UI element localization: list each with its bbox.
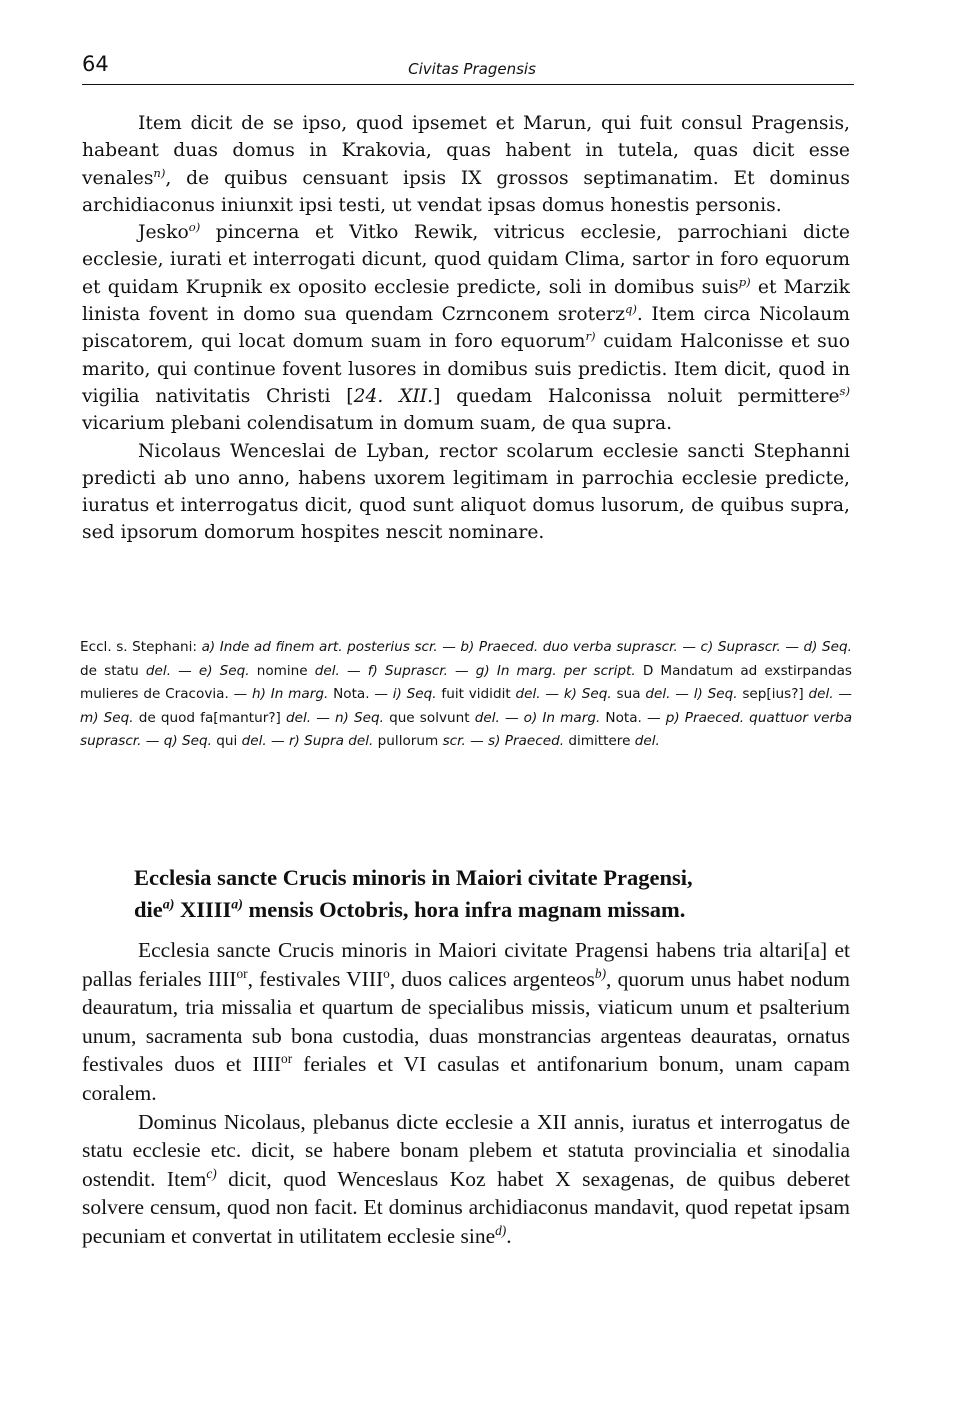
footnote-run: Eccl. s. Stephani: [80, 639, 202, 655]
footnote-run: k) Seq. [563, 686, 612, 703]
footnote-run: — [447, 662, 476, 679]
heading-line-2: die$^{a)}$ XIIII$^{a)}$ mensis Octobris, hora infra magnam missam. [134, 897, 686, 922]
footnote-run: — [670, 686, 694, 703]
footnote-run: i) Seq. [392, 686, 437, 703]
paragraph-item-dicit: Item dicit de se ipso, quod ipsemet et Marun, qui fuit consul Pragensis, habeant duas domus in Krakovia, quas habent in tutela, quas dicit esse venales$^{n)}$, de quibus censuant ipsis IX grossos septimanatim. Et dominus archidiaconus iniunxit ipsi testi, ut vendat ipsas domus honestis personis. [82, 113, 850, 216]
paragraph-dominus-nicolaus: Dominus Nicolaus, plebanus dicte ecclesie a XII annis, iuratus et interrogatus de statu ecclesie etc. dicit, se habere bonam plebem et statuta provincialia et sinodalia ostendit. Item$^{c)}$ dicit, quod Wenceslaus Koz habet X sexagenas, de quibus deberet solvere censum, quod non facit. Et dominus archidiaconus mandavit, quod repetat ipsam pecuniam et convertat in utilitatem ecclesie sine$^{d)}$. [82, 1109, 850, 1248]
footnote-run: de quod fa[mantur?] [133, 709, 286, 726]
footnote-run: del. [474, 709, 500, 726]
section-1-text [82, 110, 850, 547]
footnote-run: f) Suprascr. [367, 662, 448, 679]
page-header [82, 52, 854, 85]
footnote-run: c) Suprascr. [700, 639, 781, 655]
footnote-run: del. [314, 662, 340, 679]
footnote-run: — [311, 709, 335, 726]
footnote-run: r) Supra del. [288, 733, 374, 750]
footnote-run: sep[ius?] [737, 686, 809, 703]
footnote-run: del. [285, 709, 312, 726]
footnote-run: — [437, 639, 461, 655]
footnote-run: del. [515, 686, 541, 703]
footnote-run: — [677, 639, 701, 655]
footnotes [80, 636, 852, 754]
footnote-run: del. [145, 662, 172, 679]
footnote-run: h) In marg. [252, 686, 329, 703]
footnote-run: l) Seq. [693, 686, 738, 703]
footnote-run: fuit vididit [436, 686, 516, 703]
footnote-run: a) Inde ad finem art. posterius scr. [201, 639, 438, 655]
paragraph-nicolaus-wenceslai: Nicolaus Wenceslai de Lyban, rector scolarum ecclesie sancti Stephanni predicti ab uno anno, habens uxorem legitimam in parrochia ecclesie predicte, iuratus et interrogatus dicit, quod sunt aliquot domus lusorum, de quibus supra, sed ipsorum domorum hospites nescit nominare. [82, 440, 850, 544]
footnote-run: — [833, 686, 853, 703]
footnote-run: b) Praeced. duo verba suprascr. [460, 639, 678, 655]
footnote-run: — [499, 709, 524, 726]
footnote-run: qui [211, 733, 242, 750]
footnote-run: de statu [80, 662, 146, 679]
footnote-run: pullorum [373, 733, 443, 750]
footnote-run: Nota. — [328, 686, 393, 703]
footnote-run: del. [241, 733, 267, 750]
footnote-run: del. [808, 686, 834, 703]
footnote-run: — [540, 686, 564, 703]
footnote-run: e) Seq. [198, 662, 250, 679]
footnote-run: m) Seq. [80, 709, 134, 726]
page-number: 64 [82, 52, 109, 76]
footnote-run: — [266, 733, 289, 750]
footnote-run: n) Seq. [334, 709, 384, 726]
footnote-run: nomine [249, 662, 315, 679]
footnote-run: s) Praeced. [488, 733, 565, 750]
footnote-run: q) Seq. [163, 733, 212, 750]
footnote-run: sua [611, 686, 646, 703]
footnote-run: que solvunt [383, 709, 475, 726]
footnote-run: — [141, 733, 164, 750]
footnote-run: — [780, 639, 804, 655]
footnote-run: del. [634, 733, 660, 750]
footnote-run: — [339, 662, 368, 679]
paragraph-inventory: Ecclesia sancte Crucis minoris in Maiori civitate Pragensi habens tria altari[a] et pallas feriales $IIII^{or}$, festivales VIII$^o$, duos calices argenteos$^{b)}$, quorum unus habet nodum deauratum, tria missalia et quartum de specialibus missis, viaticum unum et psalterium unum, sacramenta sub bona custodia, duas monstrancias argenteas deauratas, ornatus festivales duos et $IIII^{or}$ feriales et VI casulas et antifonarium bonum, unam capam coralem. [82, 938, 850, 1105]
footnote-run: D Mandatum ad exstirpandas mulieres de Cracovia. — [80, 662, 852, 703]
footnote-run: — [465, 733, 489, 750]
running-title: Civitas Pragensis [408, 60, 536, 78]
footnote-apparatus [80, 636, 852, 754]
footnote-run: g) In marg. per script. [475, 662, 636, 679]
footnote-run: o) In marg. [523, 709, 601, 726]
footnote-run: dimittere [564, 733, 635, 750]
footnote-run: scr. [442, 733, 466, 750]
paragraph-jesko: Jesko$^{o)}$ pincerna et Vitko Rewik, vitricus ecclesie, parrochiani dicte ecclesie, iurati et interrogati dicunt, quod quidam Clima, sartor in foro equorum et quidam Krupnik ex oposito ecclesie predicte, soli in domibus suis$^{p)}$ et Marzik linista fovent in domo sua quendam Czrnconem sroterz$^{q)}$. Item circa Nicolaum piscatorem, qui locat domum suam in foro equorum$^{r)}$ cuidam Halconisse et suo marito, qui continue fovent lusores in domibus suis predictis. Item dicit, quod in vigilia nativitatis Christi [24. XII.] quedam Halconissa noluit permittere$^{s)}$ vicarium plebani colendisatum in domum suam, de qua supra. [82, 220, 850, 435]
footnote-run: p) Praeced. quattuor verba suprascr. [80, 709, 853, 750]
section-heading [134, 862, 854, 926]
section-2-text [82, 936, 850, 1251]
footnote-run: d) Seq. [803, 639, 852, 655]
footnote-run: del. [645, 686, 671, 703]
heading-line-1: Ecclesia sancte Crucis minoris in Maiori civitate Pragensi, [134, 865, 693, 890]
footnote-run: Nota. — [600, 709, 666, 726]
footnote-run: — [171, 662, 199, 679]
